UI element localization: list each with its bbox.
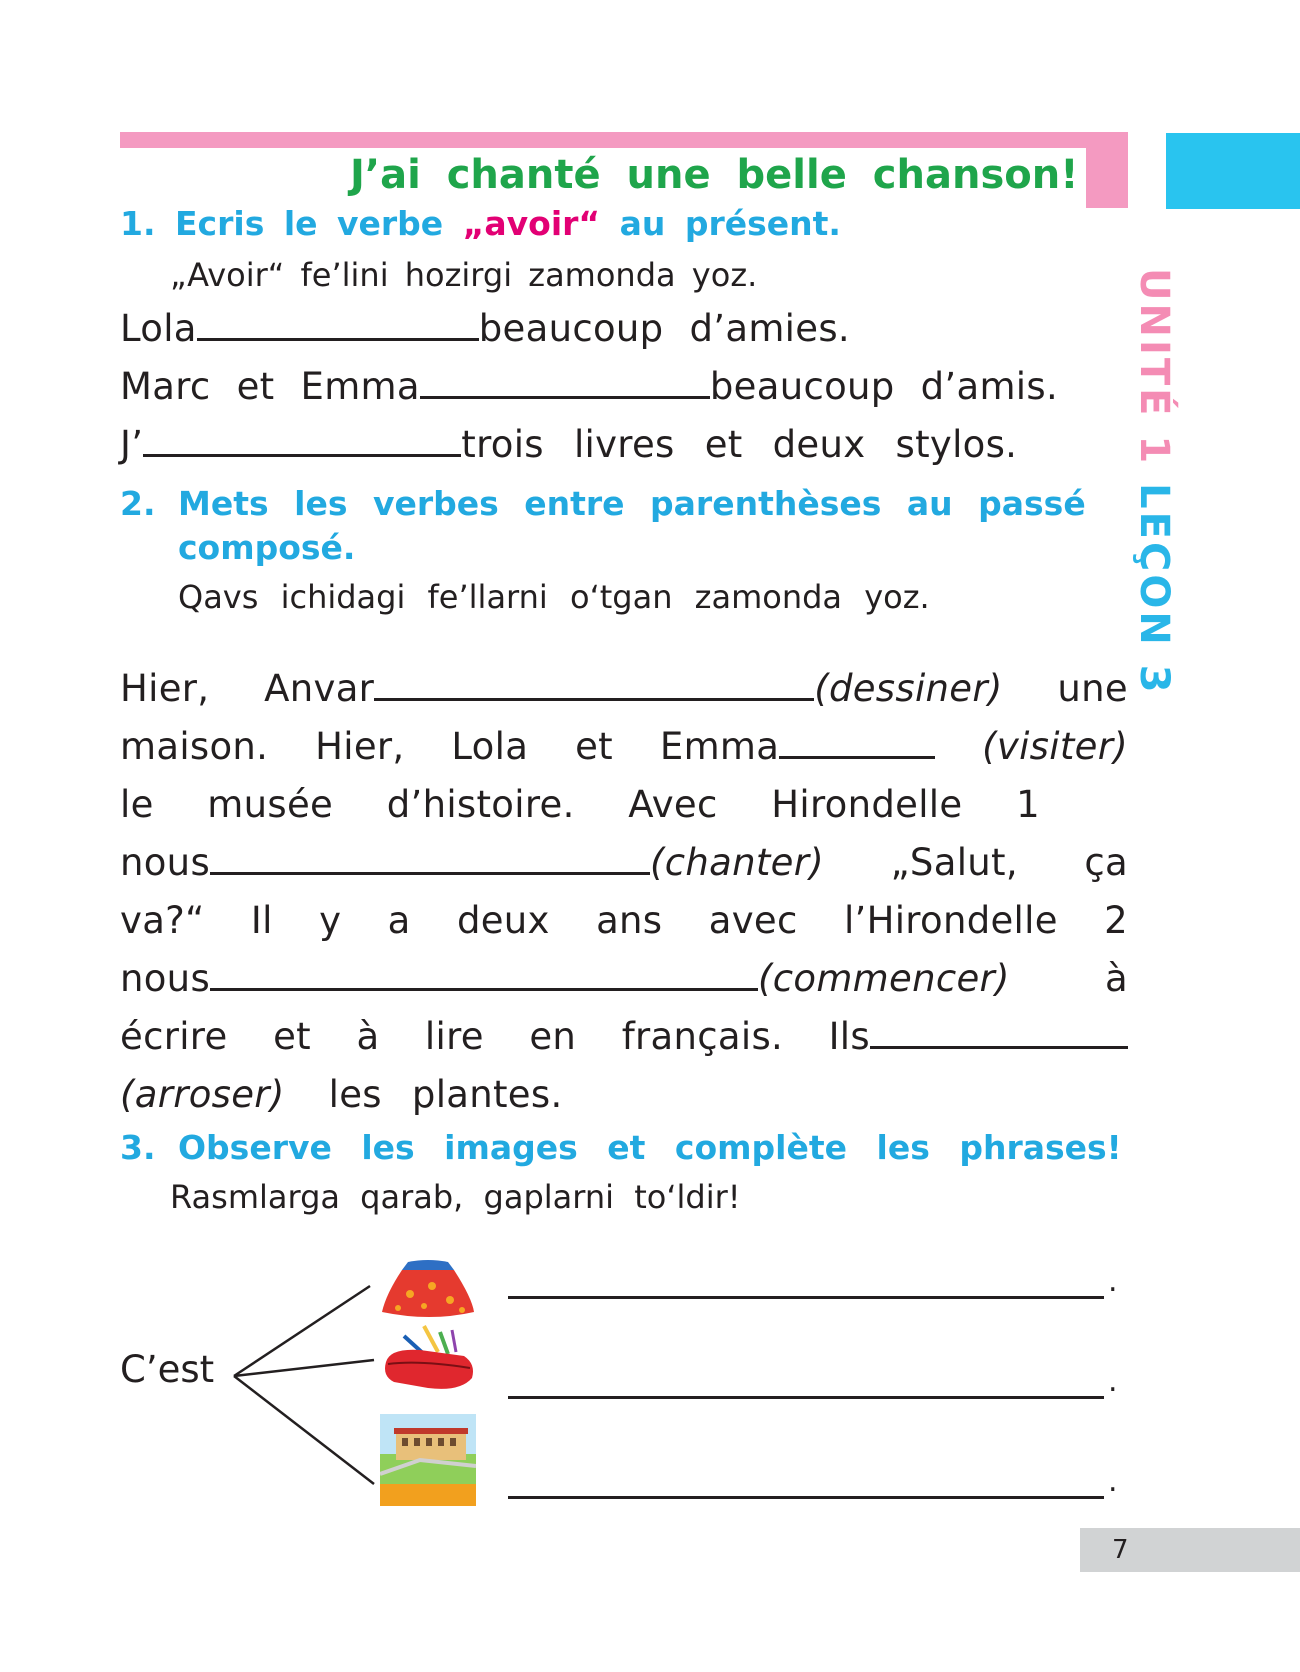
word: Avec: [628, 783, 718, 826]
answer-line-3-dot: .: [1108, 1464, 1118, 1499]
pink-frame-right: [1086, 132, 1128, 208]
paragraph-line-3: [120, 776, 1040, 834]
word: et: [273, 1015, 311, 1058]
answer-line-2-dot: .: [1108, 1364, 1118, 1399]
task1-line-2: [120, 358, 1128, 416]
word-with-blank: [120, 950, 1010, 1008]
answer-blank[interactable]: [779, 722, 935, 759]
cyan-tab: [1166, 133, 1300, 209]
answer-line-1-dot: .: [1108, 1264, 1118, 1299]
line1-end: beaucoup d’amies.: [478, 307, 850, 350]
word: ans: [596, 899, 663, 942]
task1-line-3: [120, 416, 1128, 474]
word: l’Hirondelle: [843, 899, 1058, 942]
task2-subtitle: Qavs ichidagi fe’llarni o‘tgan zamonda yoz.: [178, 578, 930, 616]
answer-blank[interactable]: [870, 1012, 1128, 1049]
lesson-label: LEÇON 3: [1131, 483, 1177, 696]
task1-text-after: au présent.: [619, 204, 841, 243]
word: ça: [1084, 841, 1128, 884]
word: Ils: [828, 1015, 870, 1058]
task1-heading: [120, 204, 841, 243]
line3-start: J’: [120, 423, 144, 466]
word: Hier,: [120, 667, 210, 710]
word: a: [387, 899, 411, 942]
verb-hint: (commencer): [758, 957, 1010, 1000]
word: y: [319, 899, 342, 942]
school-picture: [380, 1414, 476, 1506]
paragraph-line-7: [120, 1008, 1128, 1066]
task1-verb: „avoir“: [462, 204, 601, 243]
verb-hint: (visiter): [982, 725, 1128, 768]
word: lire: [424, 1015, 484, 1058]
word: nous: [120, 841, 211, 884]
word: avec: [708, 899, 798, 942]
pencil-case-icon: [385, 1350, 473, 1389]
word: va?“: [120, 899, 205, 942]
word: à: [356, 1015, 380, 1058]
paragraph-line-1: [120, 660, 1128, 718]
verb-hint: (arroser): [120, 1073, 285, 1116]
word: musée: [207, 783, 334, 826]
word: écrire: [120, 1015, 228, 1058]
word: français.: [621, 1015, 784, 1058]
word: d’histoire.: [386, 783, 575, 826]
paragraph-line-6: [120, 950, 1128, 1008]
pencil-case-picture: [380, 1322, 476, 1394]
word: Emma: [659, 725, 780, 768]
answer-line-1[interactable]: [508, 1296, 1104, 1299]
answer-line-3[interactable]: [508, 1496, 1104, 1499]
word: 1: [1016, 783, 1040, 826]
task3-number: 3.: [120, 1128, 156, 1167]
skirt-waistband-icon: [402, 1260, 454, 1270]
word: en: [529, 1015, 577, 1058]
word-with-blank: [120, 834, 824, 892]
task2-text-line1: Mets les verbes entre parenthèses au passé: [178, 484, 1086, 523]
task1-line-1: [120, 300, 1128, 358]
connector-lines: [228, 1270, 388, 1500]
line1-start: Lola: [120, 307, 197, 350]
line3-end: trois livres et deux stylos.: [461, 423, 1018, 466]
word-with-blank: [264, 660, 1002, 718]
word: Hier,: [315, 725, 405, 768]
page-number: 7: [1080, 1528, 1300, 1572]
task3-subtitle: Rasmlarga qarab, gaplarni to‘ldir!: [170, 1178, 741, 1216]
task2-text-line2: composé.: [178, 528, 356, 567]
word: une: [1057, 667, 1128, 710]
page-title: J’ai chanté une belle chanson!: [350, 152, 1079, 198]
word: les plantes.: [328, 1073, 563, 1116]
line2-end: beaucoup d’amis.: [709, 365, 1059, 408]
cest-label: C’est: [120, 1348, 215, 1391]
paragraph-line-8: [120, 1066, 1128, 1124]
pink-frame-top: [120, 132, 1128, 148]
word: „Salut,: [890, 841, 1018, 884]
verb-hint: (chanter): [650, 841, 824, 884]
word: Anvar: [264, 667, 375, 710]
answer-blank[interactable]: [143, 420, 461, 457]
task1-text-before: Ecris le verbe: [175, 204, 444, 243]
verb-hint: (dessiner): [814, 667, 1003, 710]
word-with-blank: [829, 1008, 1128, 1066]
answer-blank[interactable]: [420, 362, 710, 399]
answer-blank[interactable]: [210, 954, 758, 991]
task2-number: 2.: [120, 484, 156, 523]
unit-lesson-label: [1124, 268, 1184, 708]
paragraph-line-4: [120, 834, 1128, 892]
answer-blank[interactable]: [210, 838, 650, 875]
word-with-blank: [660, 718, 935, 776]
answer-blank[interactable]: [197, 304, 479, 341]
task3-text: Observe les images et complète les phrases!: [178, 1128, 1122, 1167]
task1-number: 1.: [120, 204, 156, 243]
word: nous: [120, 957, 211, 1000]
word: 2: [1104, 899, 1128, 942]
word: Hirondelle: [771, 783, 963, 826]
word: et: [575, 725, 613, 768]
paragraph-line-5: [120, 892, 1128, 950]
word: le: [120, 783, 154, 826]
unit-label: UNITÉ 1: [1131, 268, 1177, 467]
line2-start: Marc et Emma: [120, 365, 420, 408]
answer-blank[interactable]: [374, 664, 814, 701]
word: maison.: [120, 725, 269, 768]
word: à: [1105, 957, 1128, 1000]
connector-line-3: [234, 1376, 374, 1484]
answer-line-2[interactable]: [508, 1396, 1104, 1399]
word: deux: [456, 899, 550, 942]
task1-subtitle: „Avoir“ fe’lini hozirgi zamonda yoz.: [170, 256, 758, 294]
skirt-picture: [380, 1258, 476, 1320]
word: Lola: [451, 725, 529, 768]
word: Il: [250, 899, 273, 942]
paragraph-line-2: [120, 718, 1128, 776]
